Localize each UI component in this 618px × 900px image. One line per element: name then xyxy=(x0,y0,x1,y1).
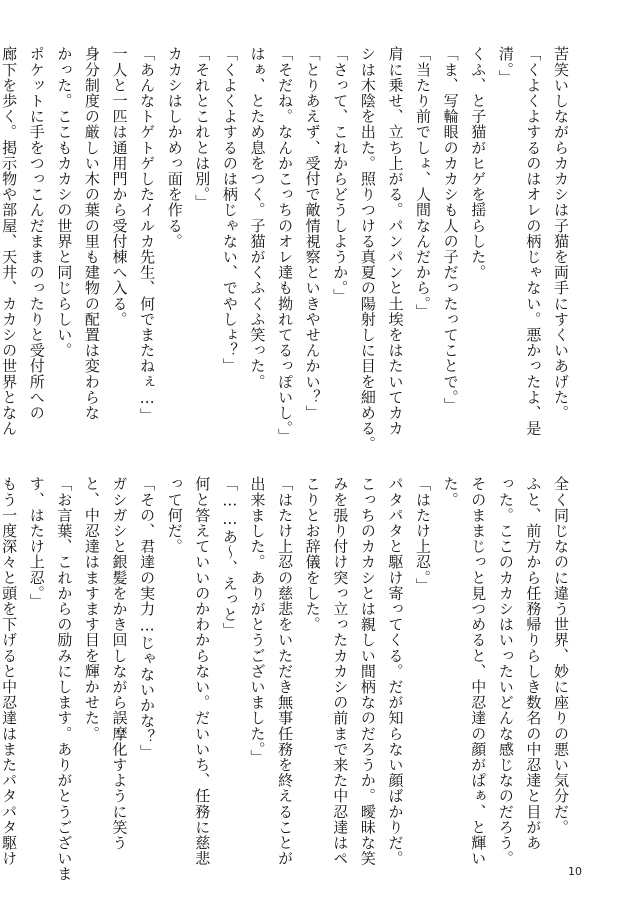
text-line: 何と答えていいのかわからない。だいいち、任務に慈悲 xyxy=(193,476,212,866)
text-line: ふと、前方から任務帰りらしき数名の中忍達と目があ xyxy=(524,476,543,851)
text-line: 「そだね。なんかこっちのオレ達も拗れてるっぽいし。」 xyxy=(276,46,295,445)
lower-text-block xyxy=(0,476,574,882)
text-line: 「当たり前でしょ、人間なんだから。」 xyxy=(414,46,433,320)
text-line: 「ま、写輪眼のカカシも人の子だったってことで。」 xyxy=(441,46,460,413)
text-line: こりとお辞儀をした。 xyxy=(303,476,322,632)
text-line: 廊下を歩く。掲示物や部屋、天井、カカシの世界となん xyxy=(0,46,19,436)
text-line: 出来ました。ありがとうございました。」 xyxy=(248,476,267,765)
text-line: もう一度深々と頭を下げると中忍達はまたパタパタ駆け xyxy=(0,476,19,866)
text-line: 「くよくよするのはオレの柄じゃない。悪かったよ、是 xyxy=(524,46,543,436)
text-line: 「はたけ上忍の慈悲をいただき無事任務を終えることが xyxy=(276,476,295,866)
text-line: 「くよくよするのは柄じゃない、でやしょ？」 xyxy=(220,46,239,374)
text-line: そのままじっと見つめると、中忍達の顔がぱぁ、と輝い xyxy=(469,476,488,866)
text-line: 「それとこれとは別。」 xyxy=(193,46,212,211)
text-line: 「とりあえず、受付で敵情視察といきやせんかい？」 xyxy=(303,46,322,421)
text-line: 苦笑いしながらカカシは子猫を両手にすくいあげた。 xyxy=(552,46,570,421)
text-line: って何だ。 xyxy=(165,476,184,554)
text-line: 全く同じなのに違う世界、妙に座りの悪い気分だ。 xyxy=(552,476,570,835)
text-line: 「その、君達の実力…じゃないかな？」 xyxy=(138,476,157,760)
text-line: 「お言葉、これからの励みにします。ありがとうございま xyxy=(55,476,74,882)
text-line: った。ここのカカシはいったいどんな感じなのだろう。 xyxy=(496,476,515,866)
text-line: 「あんなトゲトゲしたイルカ先生、何でまたねぇ…」 xyxy=(138,46,157,424)
page-number: 10 xyxy=(568,865,582,878)
text-line: パタパタと駆け寄ってくる。だが知らない顔ばかりだ。 xyxy=(386,476,405,866)
text-line: 「さって、これからどうしようか。」 xyxy=(331,46,350,304)
text-line: 身分制度の厳しい木の葉の里も建物の配置は変わらな xyxy=(82,46,101,421)
text-line: シは木陰を出た。照りつける真夏の陽射しに目を細める。 xyxy=(358,46,377,452)
text-line: はぁ、とため息をつく。子猫がくふくふ笑った。 xyxy=(248,46,267,390)
text-line: こっちのカカシとは親しい間柄なのだろうか。曖昧な笑 xyxy=(358,476,377,866)
text-line: かった。ここもカカシの世界と同じらしい。 xyxy=(55,46,74,358)
text-line: す、はたけ上忍。」 xyxy=(27,476,46,609)
text-line: 清。」 xyxy=(496,46,515,86)
text-line: みを張り付け突っ立ったカカシの前まで来た中忍達はペ xyxy=(331,476,350,866)
text-line: カカシはしかめっ面を作る。 xyxy=(165,46,184,249)
text-line: 「……あ〜、えっと」 xyxy=(220,476,239,638)
text-line: ポケットに手をつっこんだままのったりと受付所への xyxy=(27,46,46,421)
text-line: 「はたけ上忍。」 xyxy=(414,476,433,594)
upper-text-block xyxy=(0,46,574,452)
text-line: ガシガシと銀髪をかき回しながら誤摩化すように笑う xyxy=(110,476,129,851)
text-line: 肩に乗せ、立ち上がる。パンパンと土埃をはたいてカカ xyxy=(386,46,405,436)
text-line: た。 xyxy=(441,476,460,508)
text-line: 一人と一匹は通用門から受付棟へ入る。 xyxy=(110,46,129,327)
text-line: と、中忍達はますます目を輝かせた。 xyxy=(82,476,101,742)
text-line: くふ、と子猫がヒゲを揺らした。 xyxy=(469,46,488,280)
